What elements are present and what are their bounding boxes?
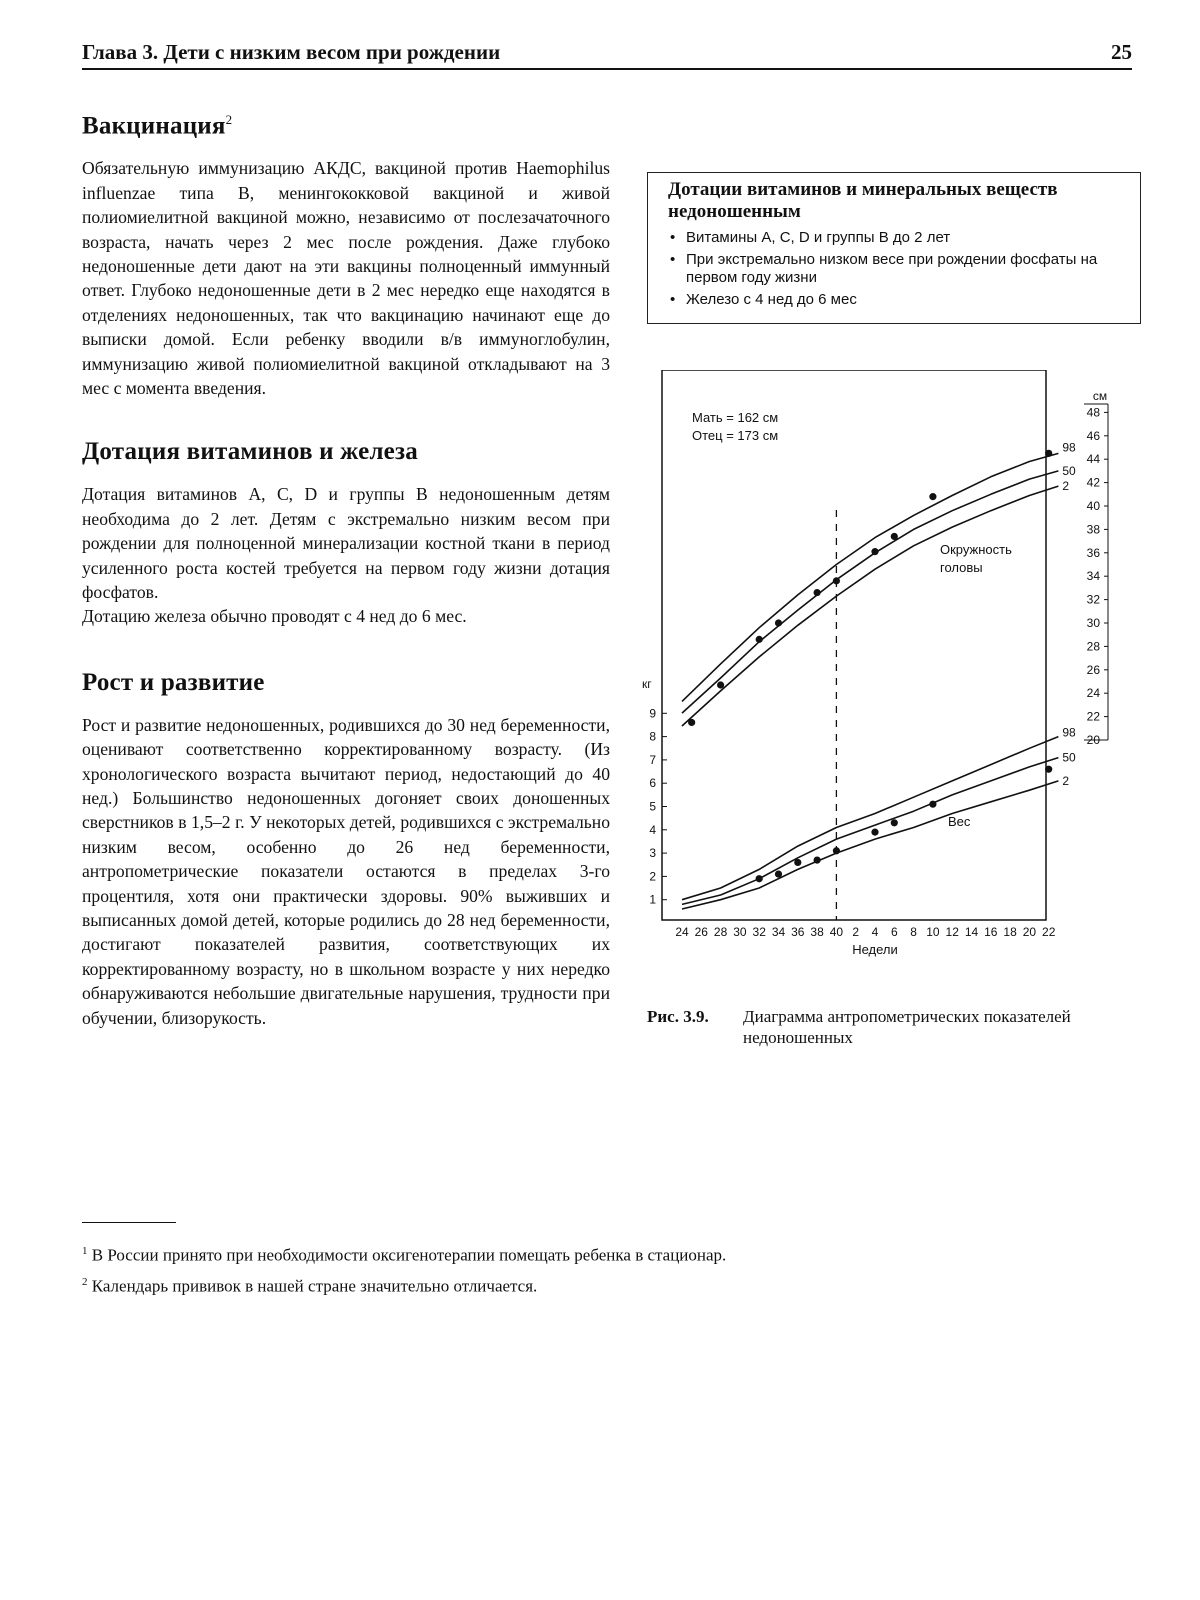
x-tick-label: 20 bbox=[1022, 925, 1037, 939]
weight-percentile-label: 98 bbox=[1062, 725, 1076, 740]
x-axis-label: Недели bbox=[852, 942, 898, 957]
head-point bbox=[833, 577, 840, 584]
head-p50-line bbox=[682, 471, 1058, 713]
weight-point bbox=[756, 875, 763, 882]
left-tick-label: 8 bbox=[649, 729, 656, 744]
main-column bbox=[82, 112, 610, 1030]
weight-point bbox=[833, 847, 840, 854]
head-point bbox=[1045, 450, 1052, 457]
weight-point bbox=[775, 870, 782, 877]
box-list-item: • При экстремально низком весе при рождении фосфаты на первом году жизни bbox=[668, 251, 1120, 288]
paragraph-vaccination: Обязательную иммунизацию АКДС, вакциной против Haemophilus influenzae типа В, менингококковой вакциной и живой полиомиелитной вакциной можно, независимо от послезачаточного возраста, начать через 2 мес после рождения. Даже глубоко недоношенные дети дают на эти вакцины полноценный иммунный ответ. Глубоко недоношенные дети в 2 мес нередко еще находятся в отделениях недоношенных, так что вакцинацию начинают еще до выписки домой. Если ребенку вводили в/в иммуноглобулин, иммунизацию живой полиомиелитной вакциной откладывают на 3 мес с момента введения. bbox=[82, 158, 610, 398]
footnotes bbox=[82, 1238, 1132, 1299]
right-tick-label: 20 bbox=[1086, 733, 1100, 747]
x-tick-label: 6 bbox=[890, 925, 898, 939]
chapter-title: Глава 3. Дети с низким весом при рождении bbox=[82, 40, 501, 64]
figure-caption bbox=[647, 1006, 1147, 1048]
right-tick-label: 22 bbox=[1086, 709, 1100, 724]
growth-chart-svg bbox=[640, 370, 1160, 990]
left-tick-label: 3 bbox=[649, 846, 656, 861]
box-list-item: • Железо с 4 нед до 6 мес bbox=[668, 291, 1120, 310]
left-axis-unit: кг bbox=[642, 677, 652, 691]
weight-point bbox=[891, 819, 898, 826]
annotation-parent: Мать = 162 см bbox=[692, 410, 779, 425]
x-tick-label: 34 bbox=[771, 925, 786, 939]
footnote-rule bbox=[82, 1222, 176, 1223]
running-header bbox=[82, 40, 1132, 70]
right-tick-label: 46 bbox=[1086, 428, 1100, 443]
footnote-ref: 2 bbox=[225, 112, 233, 127]
right-tick-label: 38 bbox=[1086, 522, 1100, 537]
x-tick-label: 2 bbox=[852, 925, 860, 939]
x-tick-label: 12 bbox=[945, 925, 959, 939]
weight-p2-line bbox=[682, 781, 1058, 909]
right-tick-label: 26 bbox=[1086, 662, 1100, 677]
x-tick-label: 26 bbox=[694, 925, 708, 939]
head-point bbox=[891, 533, 898, 540]
weight-point bbox=[871, 829, 878, 836]
right-tick-label: 36 bbox=[1086, 545, 1100, 560]
box-list-item: • Витамины А, С, D и группы В до 2 лет bbox=[668, 229, 1120, 248]
right-tick-label: 24 bbox=[1086, 686, 1100, 701]
heading-vitamins: Дотация витаминов и железа bbox=[82, 438, 418, 466]
right-tick-label: 34 bbox=[1086, 569, 1100, 584]
head-point bbox=[775, 619, 782, 626]
head-point bbox=[688, 719, 695, 726]
x-tick-label: 14 bbox=[964, 925, 979, 939]
head-percentile-label: 2 bbox=[1062, 479, 1070, 494]
paragraph-iron: Дотацию железа обычно проводят с 4 нед до 6 мес. bbox=[82, 606, 467, 627]
head-percentile-label: 98 bbox=[1062, 440, 1076, 455]
head-point bbox=[929, 493, 936, 500]
head-p2-line bbox=[682, 486, 1058, 726]
right-tick-label: 32 bbox=[1086, 592, 1100, 607]
x-tick-label: 22 bbox=[1042, 925, 1056, 939]
right-tick-label: 42 bbox=[1086, 475, 1100, 490]
footnote-2: $^2$ Календарь прививок в нашей стране значительно отличается. bbox=[82, 1275, 538, 1296]
right-axis-unit: см bbox=[1092, 389, 1108, 403]
head-percentile-label: 50 bbox=[1062, 463, 1076, 478]
x-tick-label: 36 bbox=[791, 925, 805, 939]
paragraph-vitamins: Дотация витаминов А, С, D и группы В недоношенным детям необходима до 2 лет. Детям с экстремально низким весом при рождении для полноценной минерализации костной ткани в период усиленного роста костей требуется на первом году жизни дотация фосфатов. bbox=[82, 484, 610, 603]
weight-percentile-label: 2 bbox=[1062, 773, 1070, 788]
right-tick-label: 30 bbox=[1086, 616, 1100, 630]
figure-caption-text: Диаграмма антропометрических показателей недоношенных bbox=[743, 1007, 1071, 1047]
x-tick-label: 28 bbox=[713, 925, 728, 939]
heading-growth: Рост и развитие bbox=[82, 668, 265, 696]
weight-label: Вес bbox=[948, 814, 971, 829]
weight-percentile-label: 50 bbox=[1062, 750, 1076, 765]
box-title: Дотации витаминов и минеральных веществ недоношенным bbox=[668, 179, 1058, 222]
x-tick-label: 32 bbox=[752, 925, 766, 939]
weight-point bbox=[1045, 766, 1052, 773]
right-tick-label: 48 bbox=[1086, 405, 1100, 420]
right-tick-label: 28 bbox=[1086, 639, 1100, 654]
left-tick-label: 6 bbox=[649, 776, 656, 791]
right-tick-label: 44 bbox=[1086, 452, 1100, 467]
head-point bbox=[814, 589, 821, 596]
head-point bbox=[756, 636, 763, 643]
x-tick-label: 24 bbox=[675, 925, 689, 939]
weight-p98-line bbox=[682, 737, 1058, 900]
growth-chart bbox=[640, 370, 1160, 990]
left-tick-label: 7 bbox=[649, 752, 656, 767]
weight-point bbox=[929, 801, 936, 808]
head-point bbox=[717, 681, 724, 688]
sidebar-box bbox=[647, 172, 1141, 324]
x-tick-label: 18 bbox=[1003, 925, 1017, 939]
left-tick-label: 4 bbox=[649, 822, 656, 837]
x-tick-label: 10 bbox=[926, 925, 940, 939]
weight-point bbox=[814, 856, 821, 863]
right-tick-label: 40 bbox=[1086, 499, 1100, 513]
page-number: 25 bbox=[1111, 40, 1132, 64]
x-tick-label: 30 bbox=[733, 925, 747, 939]
x-tick-label: 38 bbox=[810, 925, 824, 939]
left-tick-label: 9 bbox=[649, 706, 656, 721]
plot-frame bbox=[662, 370, 1046, 920]
heading-vaccination: Вакцинация$^2$ bbox=[82, 112, 233, 140]
weight-point bbox=[794, 859, 801, 866]
footnote-1: $^1$ В России принято при необходимости оксигенотерапии помещать ребенка в стационар. bbox=[82, 1245, 727, 1265]
x-tick-label: 40 bbox=[829, 925, 844, 939]
left-tick-label: 5 bbox=[649, 799, 656, 814]
x-tick-label: 8 bbox=[910, 925, 917, 939]
box-list bbox=[668, 229, 1120, 309]
x-tick-label: 4 bbox=[871, 925, 879, 939]
annotation-parent: Отец = 173 см bbox=[692, 428, 779, 443]
left-tick-label: 1 bbox=[649, 892, 656, 907]
x-tick-label: 16 bbox=[984, 925, 998, 939]
figure-label: Рис. 3.9. bbox=[647, 1007, 709, 1026]
head-label: Окружность головы bbox=[940, 542, 1012, 575]
paragraph-growth: Рост и развитие недоношенных, родившихся до 30 нед беременности, оценивают соответственно корректированному возрасту. (Из хронологического возраста вычитают период, недостающий до 40 нед.) Большинство недоношенных догоняет своих доношенных сверстников в 1,5–2 г. У некоторых детей, родившихся с экстремально низким весом, особенно до 26 нед беременности, антропометрические показатели остаются в пределах 3-го процентиля, хотя они практически здоровы. 90% выживших и выписанных домой детей, которые родились до 28 нед беременности, достигают показателей развития, соответствующих их корректированному возрасту, но в школьном возрасте у них нередко обнаруживаются небольшие двигательные нарушения, трудности при обучении, близорукость. bbox=[82, 714, 610, 1028]
head-point bbox=[871, 548, 878, 555]
weight-p50-line bbox=[682, 758, 1058, 905]
left-tick-label: 2 bbox=[649, 869, 656, 884]
